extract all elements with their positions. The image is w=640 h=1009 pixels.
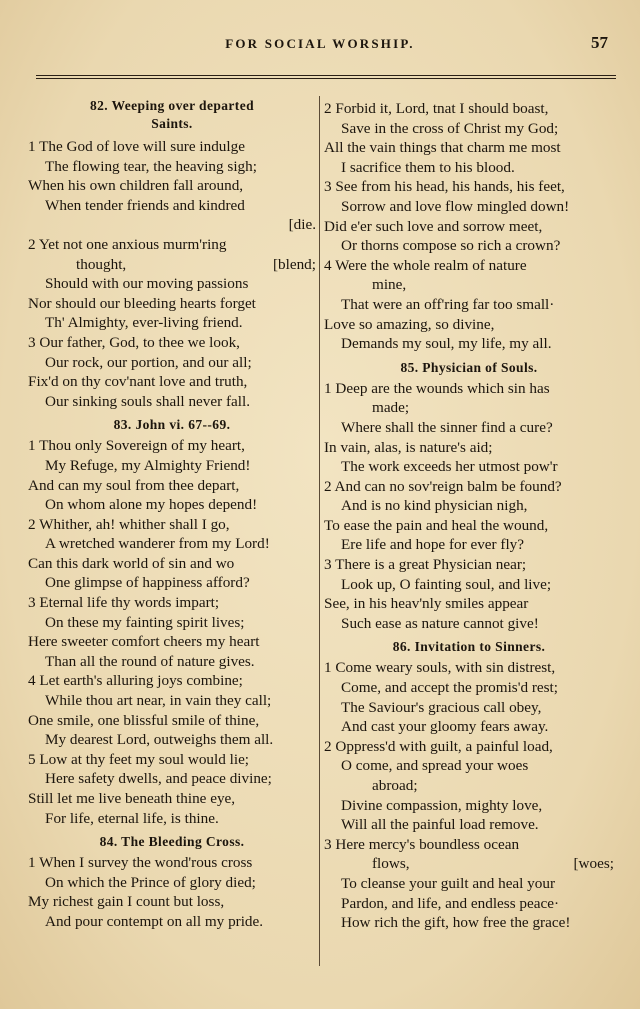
verse-line: Our rock, our portion, and our all;	[45, 353, 252, 371]
running-head-title: FOR SOCIAL WORSHIP.	[225, 36, 415, 51]
right-column	[324, 99, 614, 933]
verse-line-turnover: [woes;	[573, 855, 614, 873]
verse-line: And pour contempt on all my pride.	[45, 912, 264, 930]
verse-line: On whom alone my hopes depend!	[45, 496, 258, 514]
verse-line: O come, and spread your woes	[341, 757, 529, 775]
verse-line: made;	[372, 399, 410, 417]
verse-line	[28, 255, 316, 275]
verse-line-part: thought,	[76, 255, 127, 273]
verse-line: Th' Almighty, ever-living friend.	[45, 314, 243, 332]
verse-line: One glimpse of happiness afford?	[45, 574, 250, 592]
verse-line: Nor should our bleeding hearts forget	[28, 294, 256, 312]
verse-line: 2 Whither, ah! whither shall I go,	[28, 515, 230, 533]
verse-line: 2 Yet not one anxious murm'ring	[28, 235, 227, 253]
verse-line: When his own children fall around,	[28, 177, 244, 195]
verse-line: 1 Come weary souls, with sin distrest,	[324, 659, 556, 677]
hymn-85-title: 85. Physician of Souls.	[400, 359, 538, 375]
verse-line: Such ease as nature cannot give!	[341, 614, 539, 632]
verse-line: Look up, O fainting soul, and live;	[341, 575, 552, 593]
verse-line: Demands my soul, my life, my all.	[341, 335, 552, 353]
verse-line: 3 Eternal life thy words impart;	[28, 594, 220, 612]
verse-line: mine,	[372, 276, 407, 294]
verse-line: 2 Oppress'd with guilt, a painful load,	[324, 737, 553, 755]
verse-line: My richest gain I count but loss,	[28, 893, 225, 911]
verse-line: Pardon, and life, and endless peace·	[341, 894, 560, 912]
verse-line: While thou art near, in vain they call;	[45, 692, 272, 710]
verse-line: 3 Here mercy's boundless ocean	[324, 835, 520, 853]
verse-line: I sacrifice them to his blood.	[341, 158, 515, 176]
verse-line: Save in the cross of Christ my God;	[341, 119, 559, 137]
verse-line: How rich the gift, how free the grace!	[341, 914, 571, 932]
verse-line: And cast your gloomy fears away.	[341, 718, 549, 736]
verse-line: On these my fainting spirit lives;	[45, 613, 245, 631]
running-head	[0, 33, 640, 56]
verse-line: 3 Our father, God, to thee we look,	[28, 333, 240, 351]
verse-line-part: flows,	[372, 855, 410, 873]
verse-line: The Saviour's gracious call obey,	[341, 698, 542, 716]
hymn-84-title: 84. The Bleeding Cross.	[99, 834, 245, 850]
hymn-82-title: 82. Weeping over departed	[90, 98, 254, 113]
verse-line: 1 Deep are the wounds which sin has	[324, 379, 550, 397]
verse-line	[324, 854, 614, 874]
verse-line: And can my soul from thee depart,	[28, 476, 240, 494]
verse-line: The work exceeds her utmost pow'r	[341, 458, 558, 476]
verse-line: Come, and accept the promis'd rest;	[341, 679, 558, 697]
verse-line: Where shall the sinner find a cure?	[341, 418, 553, 436]
verse-line: One smile, one blissful smile of thine,	[28, 711, 260, 729]
hymn-83-title: 83. John vi. 67--69.	[113, 417, 231, 433]
verse-line: A wretched wanderer from my Lord!	[45, 535, 270, 553]
verse-line: That were an off'ring far too small·	[341, 295, 555, 313]
verse-line: Here safety dwells, and peace divine;	[45, 770, 272, 788]
verse-line: Or thorns compose so rich a crown?	[341, 237, 561, 255]
verse-line: 1 When I survey the wond'rous cross	[28, 854, 253, 872]
verse-line: 4 Were the whole realm of nature	[324, 256, 527, 274]
verse-line: Did e'er such love and sorrow meet,	[324, 217, 543, 235]
verse-line: On which the Prince of glory died;	[45, 873, 256, 891]
verse-line: And is no kind physician nigh,	[341, 497, 528, 515]
verse-line: 3 See from his head, his hands, his feet,	[324, 178, 565, 196]
verse-line: All the vain things that charm me most	[324, 139, 561, 157]
verse-line: My dearest Lord, outweighs them all.	[45, 731, 274, 749]
verse-line-turnover: [die.	[288, 216, 316, 234]
verse-line: Sorrow and love flow mingled down!	[341, 197, 570, 215]
verse-line: 2 And can no sov'reign balm be found?	[324, 477, 562, 495]
verse-line: abroad;	[372, 777, 418, 794]
verse-line-turnover: [blend;	[272, 255, 316, 273]
column-divider	[319, 96, 320, 966]
verse-line: Here sweeter comfort cheers my heart	[28, 633, 260, 651]
verse-line: 3 There is a great Physician near;	[324, 556, 527, 574]
verse-line: Ere life and hope for ever fly?	[341, 536, 524, 554]
hymn-82-title-cont: Saints.	[151, 116, 193, 131]
page-number: 57	[591, 33, 608, 52]
verse-line: To ease the pain and heal the wound,	[324, 516, 549, 534]
verse-line: Fix'd on thy cov'nant love and truth,	[28, 373, 248, 391]
verse-line: See, in his heav'nly smiles appear	[324, 595, 529, 613]
left-column	[28, 99, 316, 932]
verse-line: In vain, alas, is nature's aid;	[324, 438, 493, 456]
verse-line: Can this dark world of sin and wo	[28, 554, 235, 572]
hymn-86-title: 86. Invitation to Sinners.	[392, 639, 546, 655]
verse-line: When tender friends and kindred	[45, 196, 245, 214]
verse-line: For life, eternal life, is thine.	[45, 809, 219, 827]
verse-line: 1 The God of love will sure indulge	[28, 138, 245, 155]
verse-line: Love so amazing, so divine,	[324, 315, 495, 333]
verse-line: 2 Forbid it, Lord, tnat I should boast,	[324, 100, 549, 117]
verse-line: Our sinking souls shall never fall.	[45, 392, 251, 410]
verse-line: 5 Low at thy feet my soul would lie;	[28, 750, 250, 768]
verse-line: Divine compassion, mighty love,	[341, 796, 543, 814]
verse-line: 4 Let earth's alluring joys combine;	[28, 672, 243, 690]
verse-line: To cleanse your guilt and heal your	[341, 874, 556, 892]
verse-line: The flowing tear, the heaving sigh;	[45, 157, 257, 175]
verse-line: Still let me live beneath thine eye,	[28, 790, 236, 807]
verse-line: Than all the round of nature gives.	[45, 652, 255, 670]
verse-line: Should with our moving passions	[45, 275, 249, 293]
verse-line: My Refuge, my Almighty Friend!	[45, 456, 251, 474]
verse-line: 1 Thou only Sovereign of my heart,	[28, 437, 245, 455]
header-rule	[36, 75, 616, 79]
verse-line: Will all the painful load remove.	[341, 816, 539, 834]
